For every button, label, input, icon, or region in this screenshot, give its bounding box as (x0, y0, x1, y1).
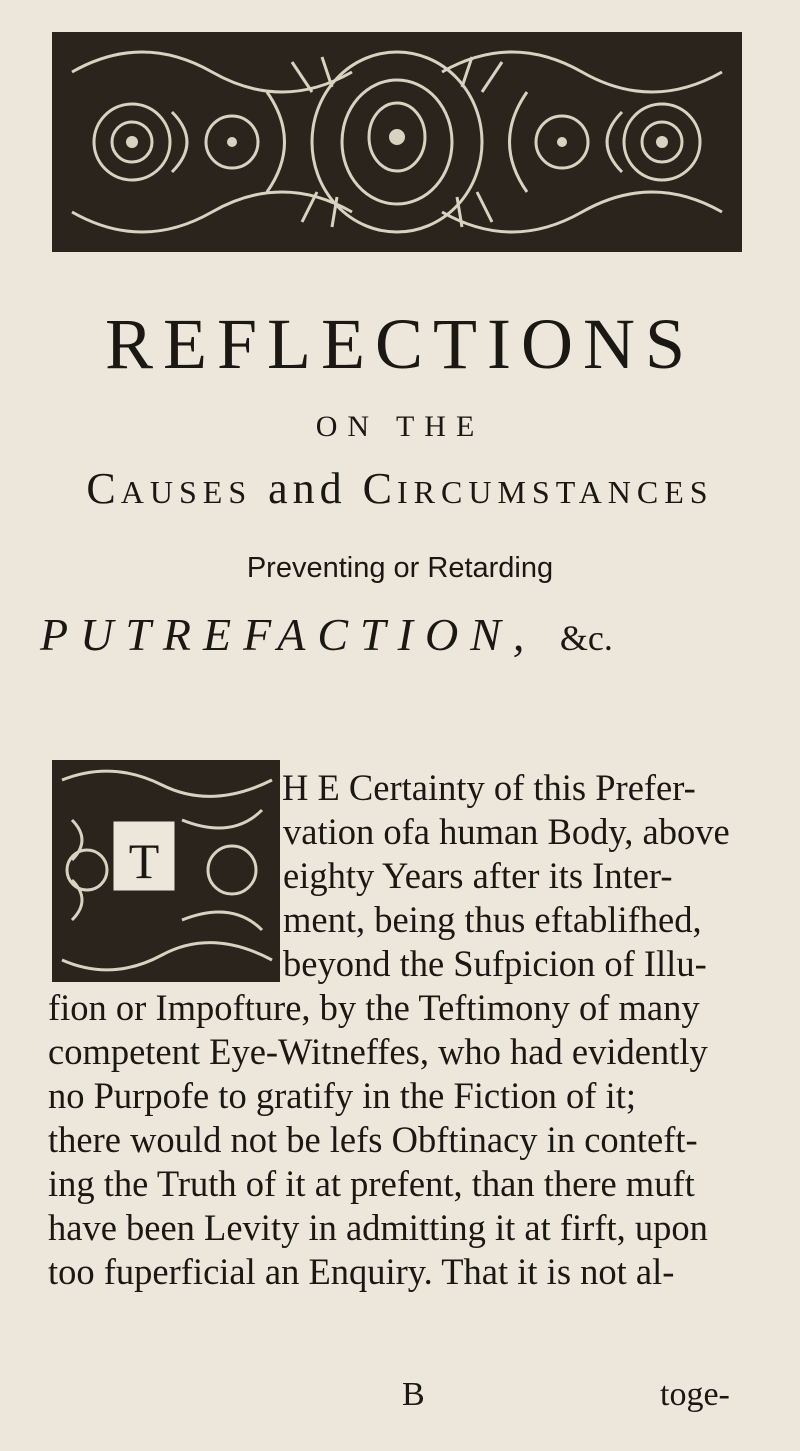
subtitle-putrefaction (40, 608, 780, 661)
body-line-10: ing the Truth of it at prefent, than there muft (48, 1163, 695, 1204)
ornamental-headpiece-icon (52, 32, 742, 252)
body-line-7: competent Eye-Witneffes, who had evidently (48, 1031, 708, 1072)
causes-conjunction: and (268, 464, 347, 513)
body-line-1: H E Certainty of this Prefer- (282, 767, 696, 808)
body-line-11: have been Levity in admitting it at firft, upon (48, 1207, 708, 1248)
body-line-4: ment, being thus eftablifhed, (283, 899, 702, 940)
putrefaction-word: PUTREFACTION, (40, 609, 537, 660)
putrefaction-etc: &c. (559, 618, 613, 658)
decorated-initial-icon (52, 760, 280, 982)
signature-mark: B (402, 1376, 425, 1413)
body-line-3: eighty Years after its Inter- (283, 855, 673, 896)
causes-initial: C (86, 464, 121, 513)
subtitle-on-the: ON THE (315, 410, 485, 443)
body-line-5: beyond the Sufpicion of Illu- (283, 943, 707, 984)
body-line-8: no Purpofe to gratify in the Fiction of it; (48, 1075, 636, 1116)
circumstances-initial: C (362, 464, 397, 513)
body-line-12: too fuperficial an Enquiry. That it is not al- (48, 1251, 675, 1292)
catchword: toge- (660, 1376, 730, 1413)
subtitle-preventing: Preventing or Retarding (246, 552, 554, 584)
subtitle-causes-line (0, 463, 800, 514)
body-line-6: fion or Impofture, by the Teftimony of many (48, 987, 700, 1028)
body-line-9: there would not be lefs Obftinacy in conteft- (48, 1119, 698, 1160)
circumstances-rest: IRCUMSTANCES (397, 474, 714, 510)
main-title: REFLECTIONS (104, 304, 696, 384)
body-line-2: vation ofa human Body, above (283, 811, 730, 852)
causes-rest: AUSES (120, 474, 253, 510)
initial-letter: T (128, 833, 160, 889)
